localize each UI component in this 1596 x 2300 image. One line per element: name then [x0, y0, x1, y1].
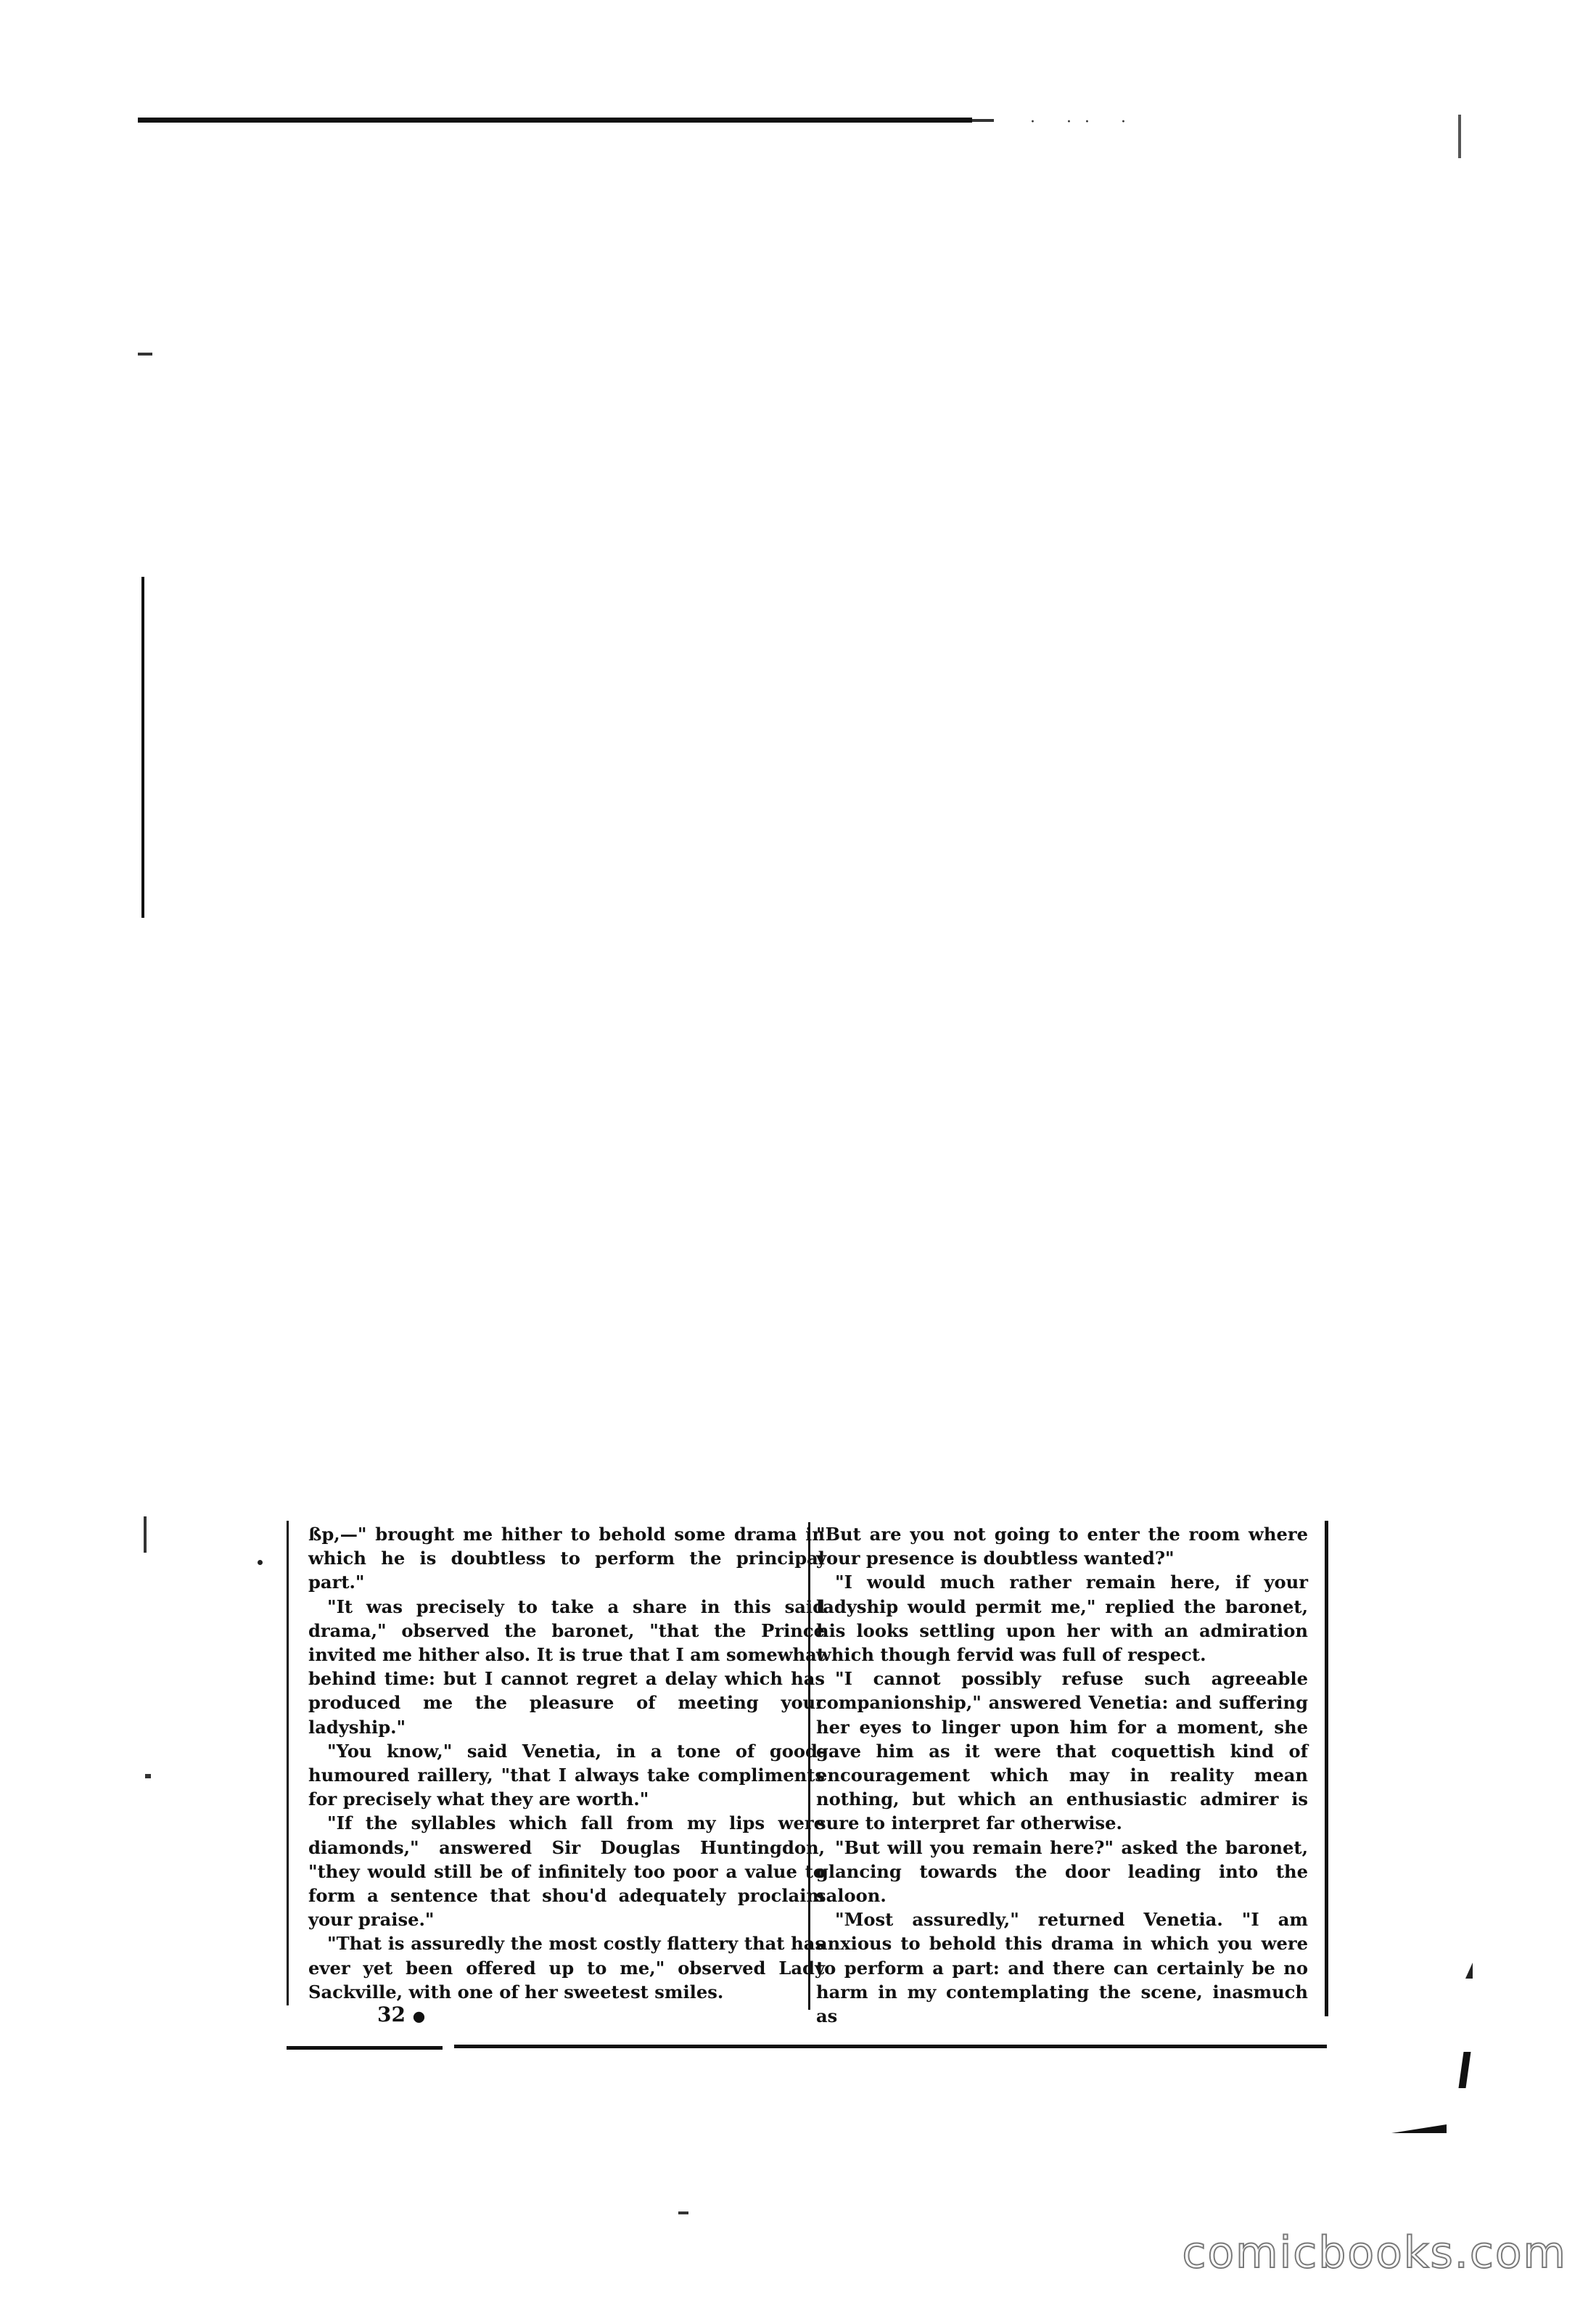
left-margin-line: [141, 577, 144, 918]
left-dash-mark: [138, 353, 152, 356]
paragraph: "You know," said Venetia, in a tone of good-humoured raillery, "that I always take compliments for precisely what they are worth.": [308, 1740, 825, 1810]
bottom-rule-left: [287, 2046, 443, 2050]
page-number-bullet: ●: [412, 2007, 426, 2025]
page-number: [377, 2003, 425, 2026]
right-column: [816, 1522, 1308, 2028]
margin-mark: [144, 1516, 147, 1553]
left-column: [308, 1522, 825, 2004]
right-margin-mark: [1458, 2052, 1470, 2088]
paragraph: "Most assuredly," returned Venetia. "I am anxious to behold this drama in which you were to perform a part: and there can certainly be no harm in my contemplating the scene, inasmuch as: [816, 1909, 1308, 2027]
bottom-speck: [678, 2211, 688, 2214]
right-edge-mark: [1458, 115, 1461, 158]
right-margin-mark: [1465, 1963, 1473, 1979]
left-column-rule: [287, 1521, 289, 2005]
margin-mark: [145, 1774, 151, 1778]
bottom-rule-right: [454, 2045, 1327, 2048]
top-rule-fragment: [972, 119, 994, 122]
paragraph: "I would much rather remain here, if your ladyship would permit me," replied the baronet, his looks settling upon her with an admiration which though fervid was full of respect.: [816, 1572, 1308, 1666]
right-margin-mark: [1391, 2124, 1447, 2133]
page-number-text: 32: [377, 2003, 406, 2026]
paragraph: "If the syllables which fall from my lips were diamonds," answered Sir Douglas Huntingdon, "they would still be of infinitely too poor a value to form a sentence that shou'd adequately proclaim your praise.": [308, 1812, 825, 1931]
paragraph: "It was precisely to take a share in this said drama," observed the baronet, "that the Prince invited me hither also. It is true that I am somewhat behind time: but I cannot regret a delay which has produced me the pleasure of meeting your ladyship.": [308, 1595, 825, 1738]
paragraph: "I cannot possibly refuse such agreeable companionship," answered Venetia: and suffering her eyes to linger upon him for a moment, she gave him as it were that coquettish kind of encouragement which may in reality mean nothing, but which an enthusiastic admirer is sure to interpret far otherwise.: [816, 1668, 1308, 1834]
paragraph: "But will you remain here?" asked the baronet, glancing towards the door leading into the saloon.: [816, 1836, 1308, 1907]
paragraph: "That is assuredly the most costly flattery that has ever yet been offered up to me," observed Lady Sackville, with one of her sweetest smiles.: [308, 1933, 825, 2003]
paragraph: "But are you not going to enter the room where your presence is doubtless wanted?": [816, 1524, 1308, 1569]
margin-dot: [258, 1560, 263, 1565]
top-speckles: · ·· ·: [1030, 113, 1139, 131]
right-column-rule: [1325, 1521, 1328, 2016]
watermark: comicbooks.com: [1182, 2227, 1567, 2278]
paragraph: ßp,—" brought me hither to behold some drama in which he is doubtless to perform the principal part.": [308, 1524, 825, 1593]
top-rule: [138, 118, 972, 123]
